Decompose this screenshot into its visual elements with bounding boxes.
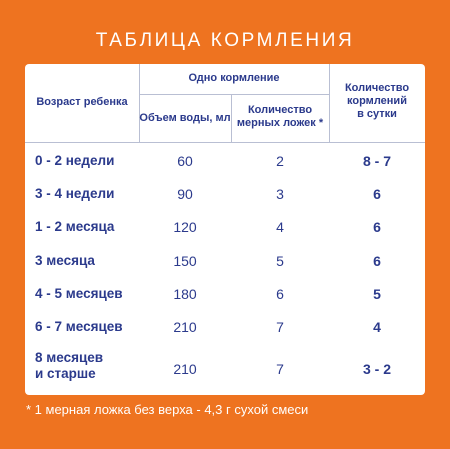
feeding-table	[25, 64, 425, 395]
spoons-cell: 2	[276, 153, 284, 169]
water-cell: 210	[173, 361, 197, 377]
water-cell: 120	[173, 219, 197, 235]
feedings-cell: 4	[373, 319, 381, 335]
age-cell: 4 - 5 месяцев	[35, 286, 123, 301]
feedings-cell: 6	[373, 253, 381, 269]
age-cell: 8 месяцев и старше	[35, 350, 104, 381]
age-cell: 0 - 2 недели	[35, 153, 115, 168]
feedings-cell: 6	[373, 219, 381, 235]
age-cell: 6 - 7 месяцев	[35, 319, 123, 334]
age-cell: 1 - 2 месяца	[35, 219, 115, 234]
header-spoons: Количество мерных ложек *	[236, 104, 324, 129]
water-cell: 90	[177, 186, 193, 202]
divider	[25, 142, 425, 143]
header-single-feeding: Одно кормление	[188, 72, 280, 84]
feedings-cell: 6	[373, 186, 381, 202]
water-cell: 180	[173, 286, 197, 302]
page-title: ТАБЛИЦА КОРМЛЕНИЯ	[95, 30, 355, 51]
feedings-cell: 3 - 2	[362, 361, 391, 377]
spoons-cell: 3	[276, 186, 284, 202]
spoons-cell: 7	[276, 319, 284, 335]
header-feedings-per-day: Количество кормлений в сутки	[344, 82, 410, 120]
feedings-cell: 5	[373, 286, 381, 302]
footnote: * 1 мерная ложка без верха - 4,3 г сухой смеси	[26, 402, 309, 417]
header-water-volume: Объем воды, мл	[139, 112, 231, 124]
age-cell: 3 месяца	[35, 253, 95, 268]
divider	[139, 94, 329, 95]
age-cell: 3 - 4 недели	[35, 186, 115, 201]
spoons-cell: 7	[276, 361, 284, 377]
spoons-cell: 5	[276, 253, 284, 269]
water-cell: 210	[173, 319, 197, 335]
header-age: Возраст ребенка	[36, 96, 128, 108]
water-cell: 150	[173, 253, 197, 269]
feedings-cell: 8 - 7	[362, 153, 391, 169]
spoons-cell: 6	[276, 286, 284, 302]
spoons-cell: 4	[276, 219, 284, 235]
water-cell: 60	[177, 153, 193, 169]
